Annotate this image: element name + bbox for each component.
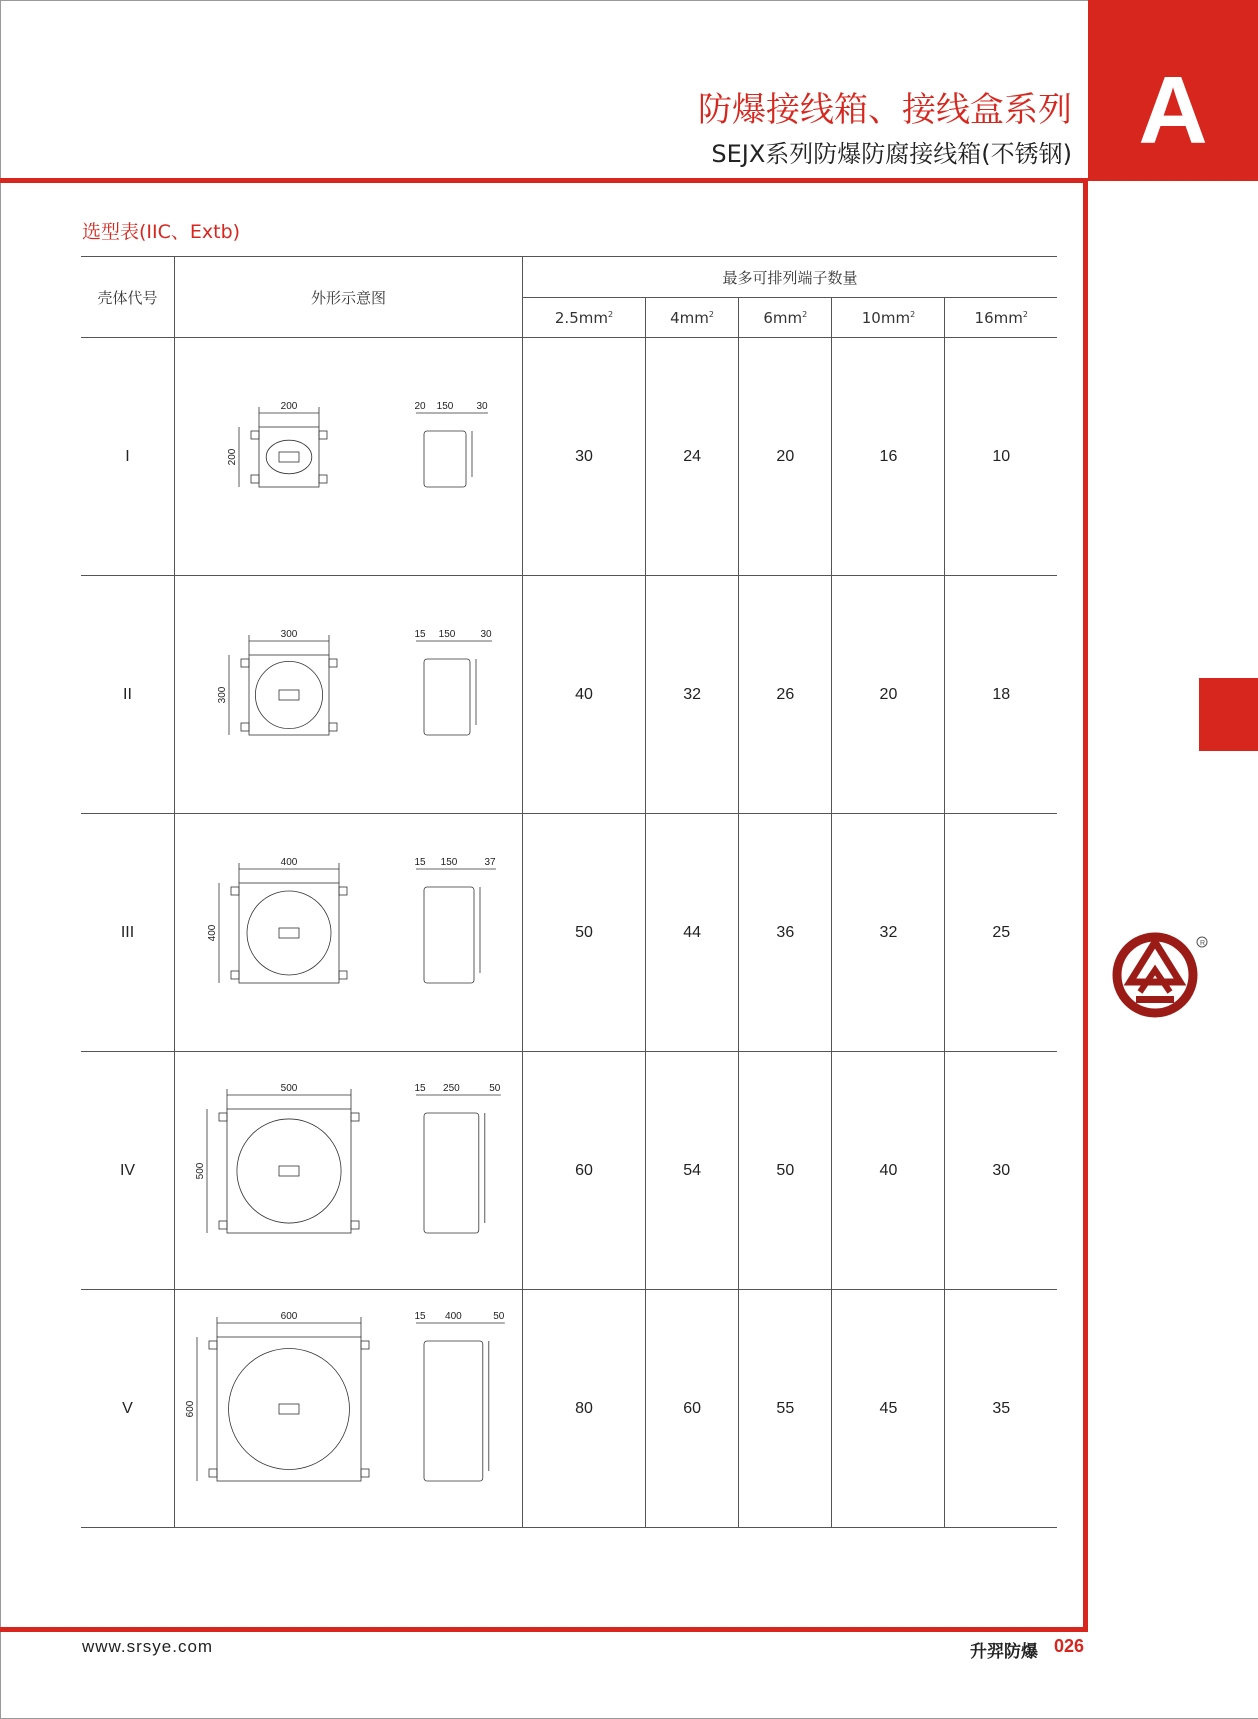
dimension-label: 150 [436,401,453,412]
table-row [81,338,1057,576]
page-top-border [0,0,1088,1]
terminal-count: 26 [739,576,832,814]
col-header-figure: 外形示意图 [175,257,523,338]
right-frame-line [1083,178,1088,1632]
dimension-label: 400 [444,1311,462,1322]
outline-drawing [175,814,523,1052]
terminal-count: 50 [523,814,646,1052]
outline-drawing [175,338,523,576]
dimension-label: 600 [184,1400,196,1418]
terminal-count: 40 [523,576,646,814]
dimension-label: 50 [488,1083,500,1094]
terminal-count: 54 [645,1052,738,1290]
section-title: 选型表(IIC、Extb) [82,221,241,243]
terminal-count: 18 [945,576,1057,814]
dimension-label: 15 [413,1311,426,1322]
dimension-label: 30 [479,629,492,640]
terminal-count: 30 [523,338,646,576]
dimension-label: 500 [280,1083,297,1094]
page-title: 防爆接线箱、接线盒系列 [698,90,1072,130]
terminal-count: 44 [645,814,738,1052]
dimension-label: 200 [280,401,297,412]
enclosure-code: II [81,576,175,814]
dimension-label: 200 [226,448,238,466]
enclosure-code: V [81,1290,175,1528]
terminal-count: 24 [645,338,738,576]
dimension-label: 500 [194,1162,206,1180]
terminal-count: 50 [739,1052,832,1290]
terminal-count: 20 [832,576,945,814]
footer-url: www.srsye.com [82,1637,214,1656]
terminal-count: 30 [945,1052,1057,1290]
enclosure-drawing [179,815,519,1045]
terminal-count: 35 [945,1290,1057,1528]
group-header-terminals: 最多可排列端子数量 [523,257,1058,298]
enclosure-code: III [81,814,175,1052]
outline-drawing [175,576,523,814]
table-row [81,1290,1057,1528]
terminal-count: 36 [739,814,832,1052]
dimension-label: 15 [413,629,426,640]
dimension-label: 400 [280,857,297,868]
enclosure-drawing [179,1291,519,1521]
header-divider [0,178,1088,183]
terminal-count: 45 [832,1290,945,1528]
table-row [81,814,1057,1052]
dimension-label: 37 [483,857,496,868]
dimension-label: 30 [475,401,488,412]
terminal-count: 16 [832,338,945,576]
outline-drawing [175,1052,523,1290]
dimension-label: 300 [216,686,228,704]
terminal-count: 55 [739,1290,832,1528]
dimension-label: 250 [442,1083,460,1094]
outline-drawing [175,1290,523,1528]
col-header-size: $16mm^2$ [945,298,1057,338]
table-row [81,576,1057,814]
section-letter: A [1138,57,1208,164]
page-number: 026 [1054,1636,1085,1656]
dimension-label: 150 [440,857,457,868]
page-left-border [0,0,1,1719]
col-header-size: $4mm^2$ [645,298,738,338]
terminal-count: 20 [739,338,832,576]
col-header-size: $10mm^2$ [832,298,945,338]
enclosure-drawing [179,339,519,569]
dimension-label: 50 [492,1311,504,1322]
dimension-label: 400 [206,924,218,942]
footer-brand: 升羿防爆 [970,1642,1038,1662]
enclosure-drawing [179,577,519,807]
terminal-count: 60 [645,1290,738,1528]
selection-table [81,256,1057,1528]
terminal-count: 60 [523,1052,646,1290]
enclosure-code: I [81,338,175,576]
col-header-size: $6mm^2$ [739,298,832,338]
col-header-code: 壳体代号 [81,257,175,338]
table-row [81,1052,1057,1290]
terminal-count: 80 [523,1290,646,1528]
terminal-count: 32 [645,576,738,814]
dimension-label: 15 [413,1083,426,1094]
terminal-count: 40 [832,1052,945,1290]
company-logo [1110,930,1220,1020]
terminal-count: 32 [832,814,945,1052]
footer-divider [0,1627,1088,1632]
dimension-label: 300 [280,629,297,640]
dimension-label: 15 [413,857,426,868]
side-marker [1199,678,1258,751]
dimension-label: 20 [413,401,426,412]
terminal-count: 25 [945,814,1057,1052]
dimension-label: 600 [280,1311,297,1322]
terminal-count: 10 [945,338,1057,576]
svg-text:R: R [1200,940,1206,947]
col-header-size: $2.5mm^2$ [523,298,646,338]
enclosure-code: IV [81,1052,175,1290]
page-subtitle: SEJX系列防爆防腐接线箱(不锈钢) [711,140,1072,168]
dimension-label: 150 [438,629,455,640]
enclosure-drawing [179,1053,519,1283]
